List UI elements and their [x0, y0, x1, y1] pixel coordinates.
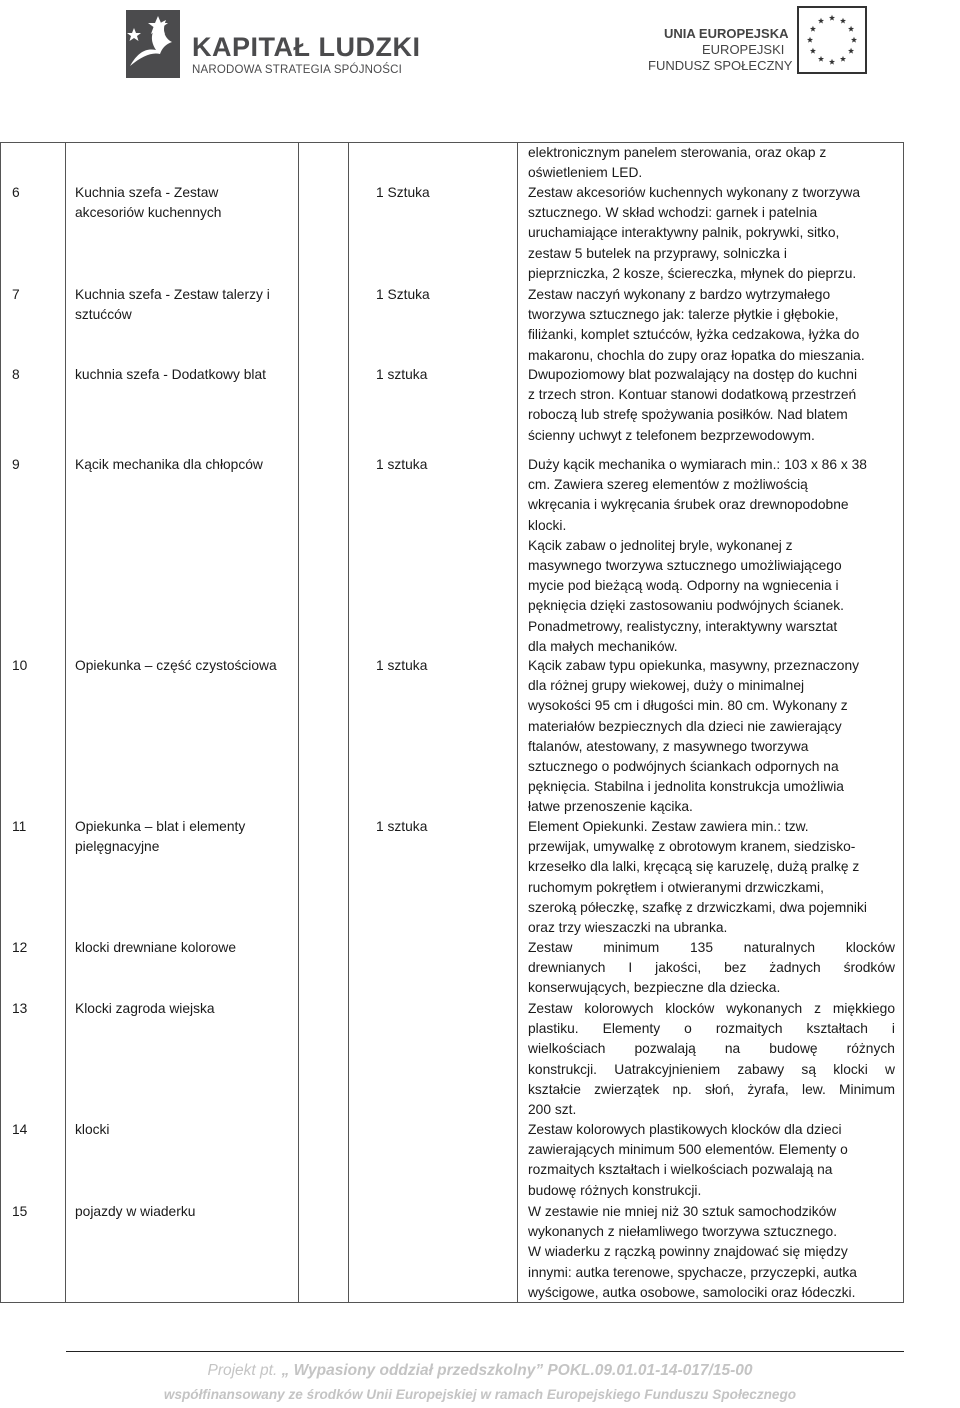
description-word: 135: [689, 940, 714, 955]
item-description-line: 200 szt.: [528, 1102, 577, 1117]
eu-stars-flag-icon: [797, 6, 867, 74]
item-description-line: [528, 1039, 895, 1059]
item-quantity: 1 Sztuka: [376, 287, 430, 302]
item-description-line: sztucznego o podwójnych ściankach odpornych na: [528, 759, 839, 774]
table-column-border: [903, 142, 904, 1302]
row-number: 15: [12, 1204, 28, 1219]
row-number: 12: [12, 940, 28, 955]
item-name: klocki drewniane kolorowe: [75, 940, 237, 955]
item-name: Klocki zagroda wiejska: [75, 1001, 215, 1016]
item-description-line: zestaw 5 butelek na przyprawy, solniczka i: [528, 245, 787, 261]
row-number: 8: [12, 367, 20, 382]
description-word: żyrafa,: [747, 1081, 789, 1097]
item-description-line: wkręcania i wykręcania śrubek oraz drewnopodobne: [528, 497, 849, 513]
item-name: Kuchnia szefa - Zestaw: [75, 185, 219, 200]
description-word: konstrukcji.: [528, 1061, 598, 1077]
description-word: kształcie: [528, 1081, 581, 1097]
row-number: 13: [12, 1001, 28, 1016]
item-description-line: [528, 958, 895, 978]
description-word: klocków: [845, 940, 895, 955]
item-description-line: pęknięcia. Stabilna i jednolita konstrukcja umożliwia: [528, 779, 844, 795]
item-description-line: [528, 938, 895, 958]
item-description-line: sztucznego. W skład wchodzi: garnek i patelnia: [528, 205, 818, 221]
item-name: pielęgnacyjne: [75, 839, 160, 855]
item-description-line: wysokości 95 cm i długości min. 80 cm. Wykonany z: [528, 698, 848, 714]
description-word: żadnych: [769, 960, 821, 976]
item-description-line: Zestaw kolorowych plastikowych klocków dla dzieci: [528, 1122, 842, 1137]
item-quantity: 1 sztuka: [376, 658, 428, 673]
item-description-line: łatwe przenoszenie kącika.: [528, 799, 693, 815]
item-quantity: 1 sztuka: [376, 819, 428, 834]
table-column-border: [0, 142, 1, 1302]
item-description-line: makaronu, chochla do zupy oraz łopatka do mieszania.: [528, 347, 865, 363]
item-description-line: Ponadmetrowy, realistyczny, interaktywny warsztat: [528, 618, 838, 634]
ue-label-line3: FUNDUSZ SPOŁECZNY: [648, 58, 793, 73]
footer-project-prefix: Projekt pt.: [207, 1362, 278, 1379]
description-word: lew.: [802, 1081, 826, 1097]
description-word: kształtach: [806, 1021, 868, 1037]
item-description-line: zawierających minimum 500 elementów. Elementy o: [528, 1142, 848, 1158]
description-word: klocki: [833, 1061, 868, 1077]
item-description-line: cm. Zawiera szereg elementów z możliwością: [528, 477, 808, 493]
description-word: są: [801, 1061, 816, 1077]
description-word: bez: [724, 960, 747, 976]
item-description-line: oświetleniem LED.: [528, 165, 643, 181]
description-word: naturalnych: [743, 940, 816, 955]
item-description-line: ftalanów, atestowany, z masywnego tworzywa: [528, 738, 809, 754]
item-description-line: W zestawie nie mniej niż 30 sztuk samochodzików: [528, 1204, 837, 1219]
description-word: Zestaw: [528, 1001, 573, 1016]
row-number: 14: [12, 1122, 28, 1137]
description-word: Uatrakcyjnieniem: [614, 1061, 721, 1077]
description-word: I: [628, 960, 633, 976]
description-word: Elementy: [602, 1021, 661, 1037]
item-description-line: wykonanych z niełamliwego tworzywa sztucznego.: [528, 1224, 838, 1240]
item-description-line: tworzywa sztucznego jak: talerze płytkie i głębokie,: [528, 307, 839, 323]
description-word: budowę: [769, 1041, 818, 1057]
description-word: zabawy: [737, 1061, 785, 1077]
item-description-line: konserwujących, bezpieczne dla dziecka.: [528, 980, 781, 996]
item-name: akcesoriów kuchennych: [75, 205, 222, 221]
item-description-line: mycie pod bieżącą wodą. Odporny na wgniecenia i: [528, 578, 839, 594]
item-name: Opiekunka – część czystościowa: [75, 658, 277, 673]
description-word: kolorowych: [584, 1001, 654, 1016]
item-description-line: materiałów bezpiecznych dla dzieci nie zawierający: [528, 718, 842, 734]
item-description-line: pieprzniczka, 2 kosze, ściereczka, młynek do pieprzu.: [528, 265, 857, 281]
description-word: Minimum: [839, 1081, 895, 1097]
item-description-line: uruchamiające interaktywny palnik, pokrywki, sitko,: [528, 225, 840, 241]
item-name: sztućców: [75, 307, 132, 323]
item-description-line: Zestaw naczyń wykonany z bardzo wytrzymałego: [528, 287, 831, 302]
row-number: 6: [12, 185, 20, 200]
description-word: klocków: [665, 1001, 715, 1016]
item-description-line: [528, 1080, 895, 1100]
description-word: różnych: [846, 1041, 895, 1057]
row-number: 11: [12, 819, 27, 834]
item-description-line: oraz trzy wieszaczki na ubranka.: [528, 920, 728, 935]
item-description-line: dla małych mechaników.: [528, 638, 678, 654]
item-description-line: ścienny uchwyt z telefonem bezprzewodowym.: [528, 427, 815, 443]
kapital-ludzki-logo-icon: [122, 8, 184, 80]
item-description-line: filiżanki, komplet sztućców, łyżka cedzakowa, łyżka do: [528, 327, 860, 343]
item-description-line: klocki.: [528, 517, 567, 533]
item-description-line: wyścigowe, autka osobowe, samolociki oraz łódeczki.: [528, 1284, 856, 1300]
description-word: zwierzątek: [594, 1081, 660, 1097]
item-name: klocki: [75, 1122, 110, 1137]
row-number: 7: [12, 287, 20, 302]
kapital-ludzki-subtitle: NARODOWA STRATEGIA SPÓJNOŚCI: [192, 64, 403, 76]
description-word: wielkościach: [528, 1041, 606, 1057]
kapital-ludzki-title: KAPITAŁ LUDZKI: [192, 32, 421, 62]
description-word: z: [814, 1001, 821, 1016]
equipment-table: [0, 140, 904, 1302]
item-description-line: przewijak, umywalkę z obrotowym kranem, siedzisko-: [528, 839, 856, 855]
page-header: [0, 0, 960, 110]
description-word: wykonanych: [726, 1001, 803, 1016]
item-description-line: szeroką półeczkę, szafkę z drzwiczkami, dwa pojemniki: [528, 899, 867, 915]
item-description-line: [528, 999, 895, 1019]
item-description-line: pęknięcia dzięki zastosowaniu podwójnych ścianek.: [528, 598, 844, 614]
description-word: plastiku.: [528, 1021, 579, 1037]
item-description-line: budowę różnych konstrukcji.: [528, 1182, 702, 1198]
description-word: jakości,: [655, 960, 702, 976]
item-description-line: krzesełko dla lalki, kręcącą się karuzelę, dużą pralkę z: [528, 859, 860, 875]
item-description-line: roboczą lub strefę spożywania posiłków. Nad blatem: [528, 407, 848, 423]
item-name: Opiekunka – blat i elementy: [75, 819, 246, 834]
item-name: Kącik mechanika dla chłopców: [75, 457, 263, 472]
item-description-line: W wiaderku z rączką powinny znajdować się między: [528, 1244, 848, 1260]
description-word: rozmaitych: [715, 1021, 783, 1037]
description-word: Zestaw: [528, 940, 573, 955]
item-quantity: 1 sztuka: [376, 457, 428, 472]
description-word: słoń,: [704, 1081, 735, 1097]
description-word: i: [891, 1021, 895, 1037]
row-number: 9: [12, 457, 20, 472]
row-number: 10: [12, 658, 28, 673]
item-description-line: elektronicznym panelem sterowania, oraz okap z: [528, 145, 827, 160]
description-word: minimum: [603, 940, 660, 955]
table-column-border: [298, 142, 299, 1302]
description-word: w: [885, 1061, 895, 1077]
item-description-line: masywnego tworzywa sztucznego umożliwiającego: [528, 558, 842, 573]
description-word: miękkiego: [832, 1001, 895, 1016]
item-quantity: 1 sztuka: [376, 367, 428, 382]
footer-project-title: „ Wypasiony oddział przedszkolny” POKL.09.01.01-14-017/15-00: [281, 1362, 753, 1379]
description-word: np.: [672, 1081, 692, 1097]
description-word: na: [724, 1041, 741, 1057]
item-name: pojazdy w wiaderku: [75, 1204, 196, 1219]
description-word: o: [684, 1021, 692, 1037]
ue-label-line1: UNIA EUROPEJSKA: [664, 26, 789, 41]
description-word: drewnianych: [528, 960, 606, 976]
description-word: pozwalają: [634, 1041, 696, 1057]
item-description-line: Dwupoziomowy blat pozwalający na dostęp do kuchni: [528, 367, 858, 382]
item-description-line: rozmaitych kształtach i wielkościach pozwalają na: [528, 1162, 833, 1178]
description-word: środków: [843, 960, 895, 976]
item-description-line: Kącik zabaw typu opiekunka, masywny, przeznaczony: [528, 658, 860, 673]
item-description-line: [528, 1060, 895, 1080]
item-description-line: [528, 1019, 895, 1039]
footer-project-line: [0, 1362, 960, 1380]
item-description-line: ruchomym pokrętłem i otwieranymi drzwiczkami,: [528, 879, 824, 895]
item-name: kuchnia szefa - Dodatkowy blat: [75, 367, 266, 382]
item-description-line: Element Opiekunki. Zestaw zawiera min.: tzw.: [528, 819, 809, 834]
item-description-line: Zestaw akcesoriów kuchennych wykonany z tworzywa: [528, 185, 861, 200]
item-description-line: Kącik zabaw o jednolitej bryle, wykonanej z: [528, 537, 793, 553]
table-column-border: [348, 142, 349, 1302]
footer-rule: [66, 1351, 904, 1352]
ue-label-line2: EUROPEJSKI: [702, 42, 785, 57]
item-description-line: innymi: autka terenowe, spychacze, przyczepki, autka: [528, 1264, 857, 1280]
footer-cofinance-line: współfinansowany ze środków Unii Europejskiej w ramach Europejskiego Funduszu Społecznego: [163, 1387, 797, 1402]
item-quantity: 1 Sztuka: [376, 185, 430, 200]
item-name: Kuchnia szefa - Zestaw talerzy i: [75, 287, 270, 302]
item-description-line: z trzech stron. Kontuar stanowi dodatkową przestrzeń: [528, 387, 857, 403]
item-description-line: dla różnej grupy wiekowej, duży o minimalnej: [528, 678, 805, 694]
table-column-border: [517, 142, 518, 1302]
table-column-border: [65, 142, 66, 1302]
item-description-line: Duży kącik mechanika o wymiarach min.: 103 x 86 x 38: [528, 457, 867, 472]
